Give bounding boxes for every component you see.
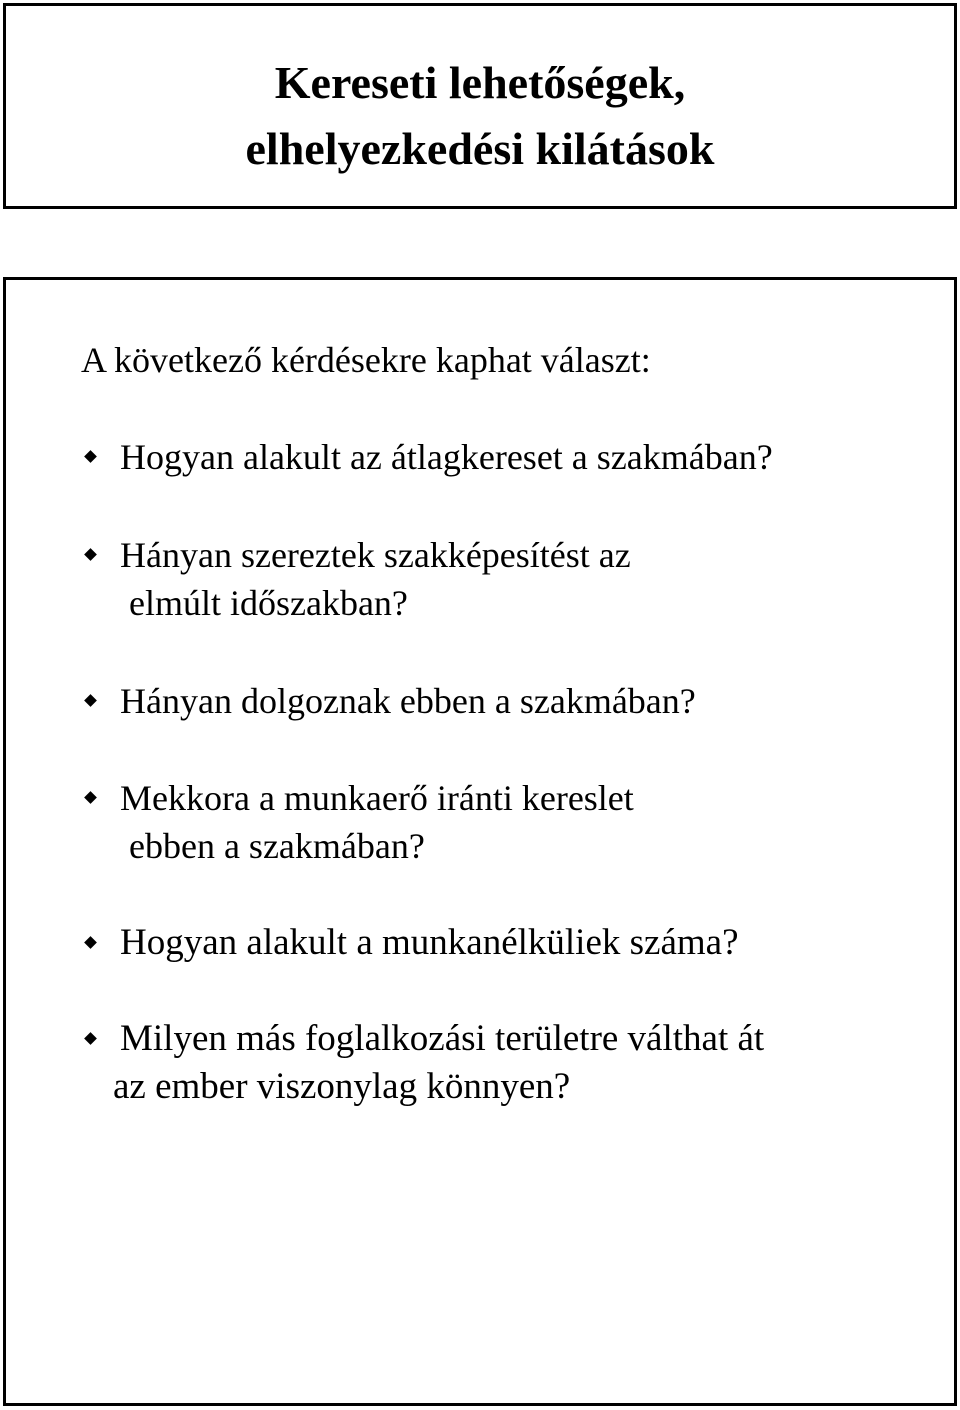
list-item-text: Milyen más foglalkozási területre válthat át	[120, 1018, 765, 1059]
list-item-text: Hányan szereztek szakképesítést az	[120, 535, 631, 575]
list-item	[86, 1015, 764, 1111]
title-line-1: Kereseti lehetőségek,	[274, 57, 686, 108]
title-line-2: elhelyezkedési kilátások	[245, 123, 715, 174]
list-item	[86, 677, 696, 725]
intro-text: A következő kérdésekre kaphat választ:	[81, 340, 651, 380]
title-box	[3, 3, 957, 209]
list-item-text-continued: elmúlt időszakban?	[129, 583, 408, 623]
list-item	[86, 531, 631, 627]
list-item	[86, 774, 634, 870]
list-item-text: Hogyan alakult az átlagkereset a szakmában?	[120, 437, 773, 477]
list-item-text-continued: ebben a szakmában?	[129, 826, 425, 866]
list-item	[86, 919, 739, 967]
list-item-text: Hányan dolgoznak ebben a szakmában?	[120, 681, 696, 721]
list-item-text: Hogyan alakult a munkanélküliek száma?	[120, 922, 739, 963]
list-item-text: Mekkora a munkaerő iránti kereslet	[120, 778, 634, 818]
content-box	[3, 277, 957, 1406]
list-item	[86, 433, 773, 481]
list-item-text-continued: az ember viszonylag könnyen?	[113, 1066, 571, 1107]
page-title	[6, 50, 954, 182]
